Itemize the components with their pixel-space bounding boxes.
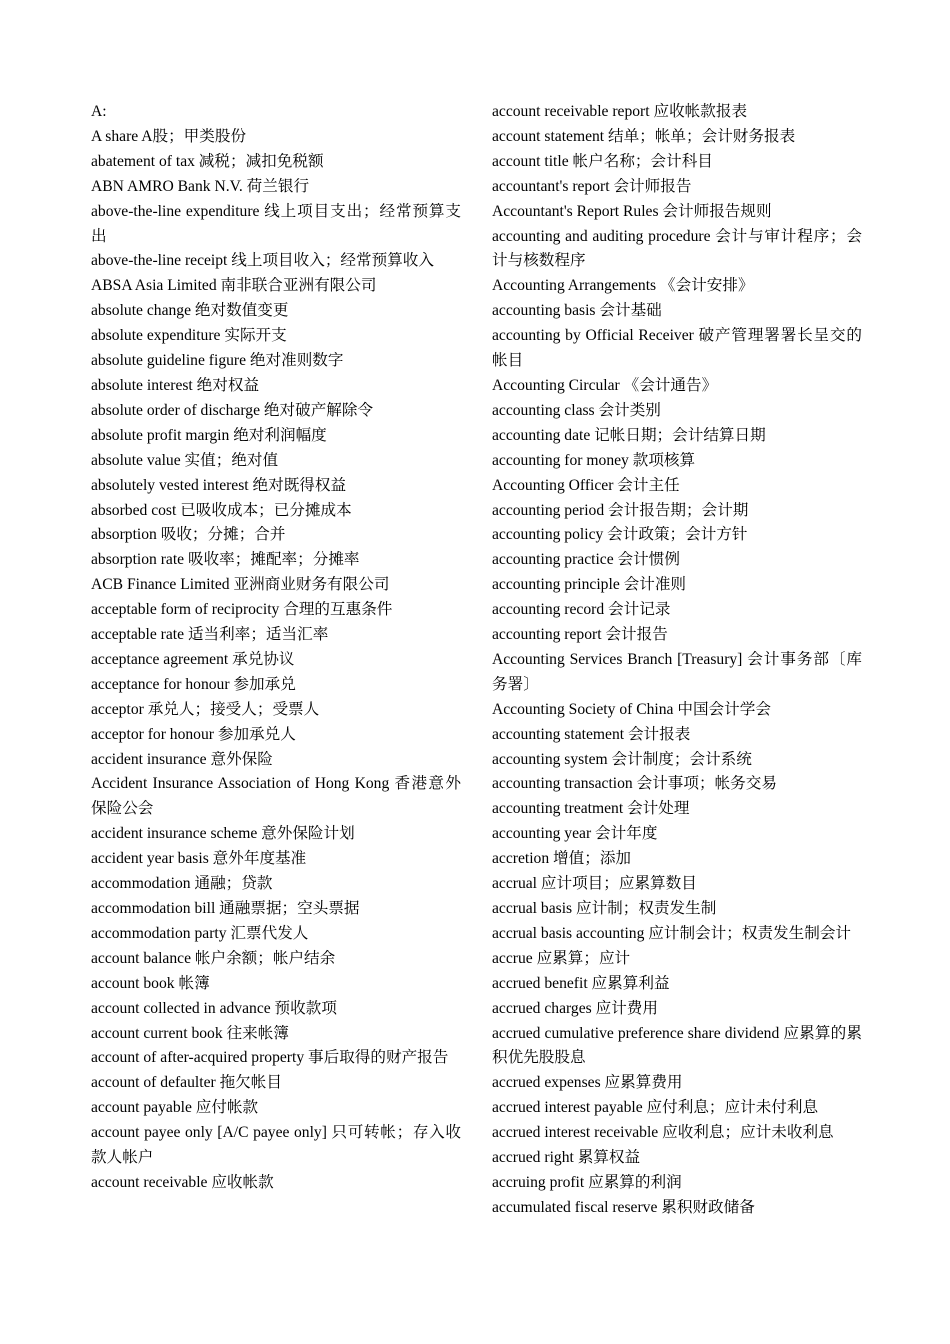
glossary-entry: account collected in advance 预收款项	[91, 999, 337, 1017]
glossary-entry: Accounting Services Branch [Treasury] 会计事务部〔库务署〕	[492, 650, 862, 693]
glossary-entry: account of after-acquired property 事后取得的财产报告	[91, 1049, 449, 1067]
glossary-entry: accident insurance 意外保险	[91, 750, 273, 768]
glossary-entry: absorbed cost 已吸收成本；已分摊成本	[91, 501, 352, 519]
glossary-entry: accruing profit 应累算的利润	[492, 1173, 682, 1191]
glossary-entry: absolute guideline figure 绝对准则数字	[91, 352, 344, 370]
glossary-entry: above-the-line receipt 线上项目收入；经常预算收入	[91, 252, 434, 270]
glossary-entry: accumulated fiscal reserve 累积财政储备	[492, 1198, 755, 1216]
glossary-entry: accountant's report 会计师报告	[492, 177, 692, 195]
glossary-entry: accretion 增值；添加	[492, 850, 632, 868]
glossary-entry: accounting practice 会计惯例	[492, 551, 680, 569]
glossary-entry: accounting class 会计类别	[492, 401, 661, 419]
glossary-entry: accrual 应计项目；应累算数目	[492, 875, 697, 893]
glossary-column-right	[492, 100, 862, 1221]
glossary-entry: absolute profit margin 绝对利润幅度	[91, 426, 327, 444]
glossary-entry: acceptor for honour 参加承兑人	[91, 725, 296, 743]
glossary-entry: above-the-line expenditure 线上项目支出；经常预算支出	[91, 202, 461, 245]
glossary-entry: absolute order of discharge 绝对破产解除令	[91, 401, 374, 419]
glossary-entry: acceptor 承兑人；接受人；受票人	[91, 700, 320, 718]
glossary-entry: account of defaulter 拖欠帐目	[91, 1074, 282, 1092]
glossary-entry: acceptance agreement 承兑协议	[91, 650, 295, 668]
glossary-entry: accrual basis accounting 应计制会计；权责发生制会计	[492, 924, 852, 942]
glossary-entry: accounting by Official Receiver 破产管理署署长呈交的帐目	[492, 327, 862, 370]
glossary-entry: accounting record 会计记录	[492, 601, 671, 619]
glossary-entry: accounting transaction 会计事项；帐务交易	[492, 775, 777, 793]
glossary-entry: account receivable report 应收帐款报表	[492, 103, 748, 120]
glossary-entry: accident year basis 意外年度基准	[91, 850, 307, 868]
glossary-entry: absolutely vested interest 绝对既得权益	[91, 476, 347, 494]
glossary-entry: absolute expenditure 实际开支	[91, 327, 287, 345]
glossary-entry: account receivable 应收帐款	[91, 1173, 274, 1191]
glossary-entry: accrued benefit 应累算利益	[492, 974, 670, 992]
glossary-entry: account payable 应付帐款	[91, 1099, 259, 1117]
glossary-entry: accrued interest receivable 应收利息；应计未收利息	[492, 1124, 834, 1142]
glossary-entry: ABN AMRO Bank N.V. 荷兰银行	[91, 177, 310, 195]
glossary-entry: absorption rate 吸收率；摊配率；分摊率	[91, 551, 360, 569]
glossary-entry: accrued charges 应计费用	[492, 999, 658, 1017]
glossary-entry: accrued expenses 应累算费用	[492, 1074, 683, 1092]
glossary-entry: ABSA Asia Limited 南非联合亚洲有限公司	[91, 277, 377, 295]
glossary-entry: Accounting Arrangements 《会计安排》	[492, 277, 754, 295]
glossary-entry: absolute interest 绝对权益	[91, 376, 260, 394]
glossary-entry: accrued cumulative preference share dividend 应累算的累积优先股股息	[492, 1024, 862, 1067]
glossary-entry: accounting treatment 会计处理	[492, 800, 690, 818]
glossary-entry: absolute change 绝对数值变更	[91, 302, 289, 320]
glossary-entry: Accountant's Report Rules 会计师报告规则	[492, 202, 772, 220]
glossary-entry: accounting and auditing procedure 会计与审计程序；会计与核数程序	[492, 227, 862, 270]
glossary-entry: account statement 结单；帐单；会计财务报表	[492, 127, 796, 145]
glossary-entry: absorption 吸收；分摊；合并	[91, 526, 286, 544]
glossary-entry: accounting principle 会计准则	[492, 576, 687, 594]
glossary-entry: account payee only [A/C payee only] 只可转帐；存入收款人帐户	[91, 1124, 461, 1167]
glossary-entry: accounting for money 款项核算	[492, 451, 696, 469]
glossary-entry: accrue 应累算；应计	[492, 949, 631, 967]
glossary-column-left	[91, 100, 461, 1196]
glossary-entry: account title 帐户名称；会计科目	[492, 152, 713, 170]
glossary-entry: accounting policy 会计政策；会计方针	[492, 526, 748, 544]
glossary-entry: account book 帐簿	[91, 974, 210, 992]
glossary-entry: Accounting Society of China 中国会计学会	[492, 700, 771, 718]
glossary-entry: ACB Finance Limited 亚洲商业财务有限公司	[91, 576, 390, 594]
glossary-entry: Accounting Circular 《会计通告》	[492, 376, 718, 394]
glossary-entry: accounting date 记帐日期；会计结算日期	[492, 426, 766, 444]
glossary-entry: account balance 帐户余额；帐户结余	[91, 949, 336, 967]
glossary-entry: acceptable form of reciprocity 合理的互惠条件	[91, 601, 393, 619]
glossary-entry: A share A股；甲类股份	[91, 127, 247, 145]
glossary-entry: accommodation bill 通融票据；空头票据	[91, 900, 360, 917]
glossary-entry: A:	[91, 103, 107, 120]
glossary-entry: accident insurance scheme 意外保险计划	[91, 825, 355, 843]
glossary-entry: accounting year 会计年度	[492, 825, 658, 843]
glossary-entry: account current book 往来帐簿	[91, 1024, 289, 1042]
glossary-entry: Accident Insurance Association of Hong Kong 香港意外保险公会	[91, 775, 461, 818]
glossary-entry: accrual basis 应计制；权责发生制	[492, 900, 717, 917]
glossary-entry: accommodation 通融；贷款	[91, 875, 273, 893]
glossary-entry: accommodation party 汇票代发人	[91, 924, 309, 942]
glossary-entry: abatement of tax 减税；减扣免税额	[91, 152, 324, 170]
glossary-entry: acceptable rate 适当利率；适当汇率	[91, 626, 329, 644]
glossary-entry: Accounting Officer 会计主任	[492, 476, 680, 494]
glossary-entry: acceptance for honour 参加承兑	[91, 675, 296, 693]
glossary-entry: accrued right 累算权益	[492, 1149, 641, 1167]
glossary-entry: accrued interest payable 应付利息；应计未付利息	[492, 1099, 819, 1117]
glossary-entry: absolute value 实值；绝对值	[91, 451, 279, 469]
glossary-entry: accounting period 会计报告期；会计期	[492, 501, 749, 519]
glossary-entry: accounting system 会计制度；会计系统	[492, 750, 752, 768]
glossary-entry: accounting basis 会计基础	[492, 302, 662, 320]
glossary-entry: accounting report 会计报告	[492, 626, 668, 644]
glossary-entry: accounting statement 会计报表	[492, 725, 691, 743]
